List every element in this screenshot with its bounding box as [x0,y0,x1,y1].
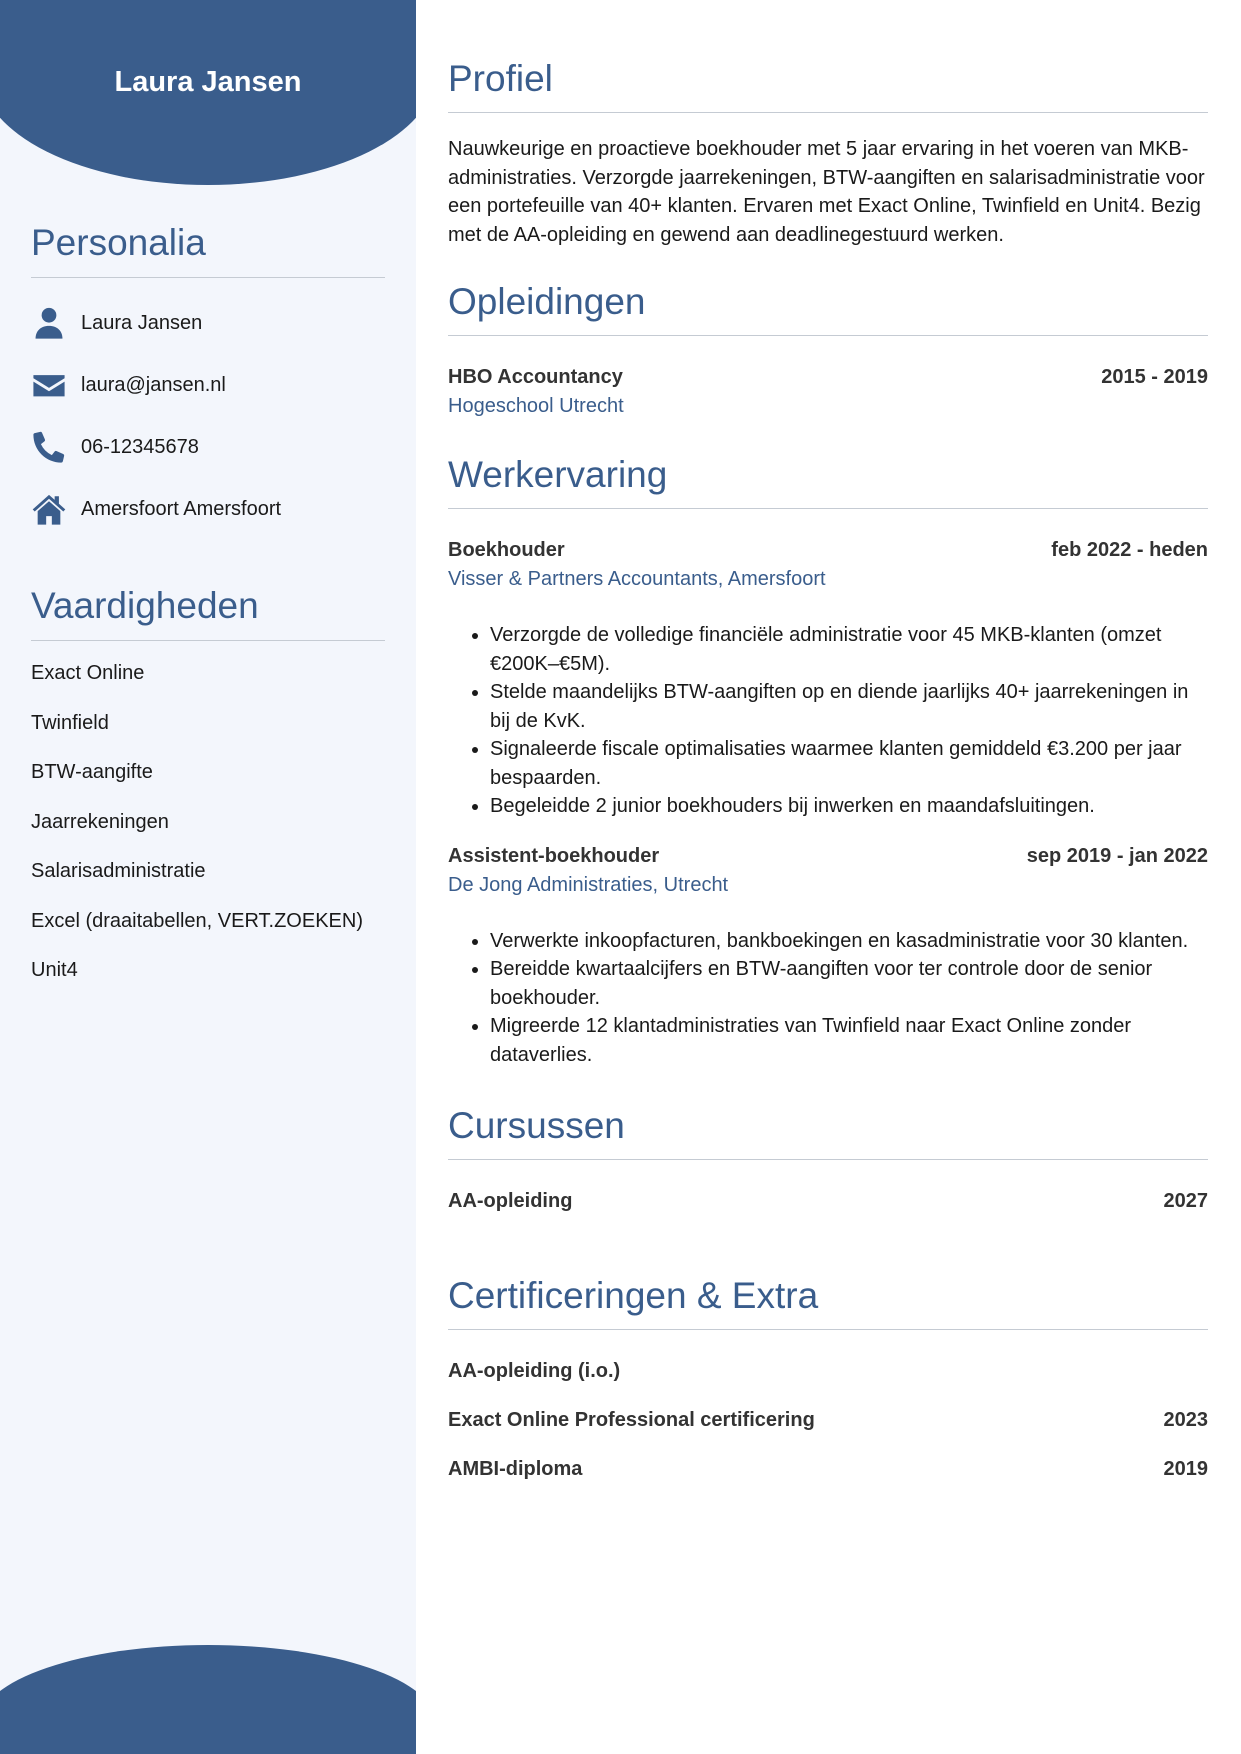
skills-heading: Vaardigheden [31,585,385,641]
course-title: AA-opleiding [448,1190,573,1212]
certification-row [448,1409,1208,1458]
entry-period: sep 2019 - jan 2022 [1026,844,1208,867]
courses-heading: Cursussen [448,1105,1208,1160]
bullet-item: • Signaleerde fiscale optimalisaties waarmee klanten gemiddeld €3.200 per jaar bespaarden. [490,735,1208,792]
entry-header [448,539,1208,562]
courses-section [448,1105,1208,1239]
skill-item: Salarisadministratie [31,860,206,882]
entry-header [448,366,1208,389]
bullet-item: • Migreerde 12 klantadministraties van Twinfield naar Exact Online zonder dataverlies. [490,1012,1208,1069]
experience-entry [448,539,1208,821]
course-row [448,1190,1208,1239]
course-year: 2027 [1163,1190,1208,1212]
phone-icon [31,429,67,465]
skill-list [31,661,385,1008]
profile-text: Nauwkeurige en proactieve boekhouder met 5 jaar ervaring in het voeren van MKB-administraties. Verzorgde jaarrekeningen, BTW-aangiften en salarisadministratie voor een portefeuille van 40+ klanten. Ervaren met Exact Online, Twinfield en Unit4. Bezig met de AA-opleiding en gewend aan deadlinegestuurd werken. [448,138,1205,246]
bullet-item: • Stelde maandelijks BTW-aangiften op en diende jaarlijks 40+ jaarrekeningen in bij de KvK. [490,678,1208,735]
sidebar-footer-shape [0,1645,416,1754]
bullet-item: • Verzorgde de volledige financiële administratie voor 45 MKB-klanten (omzet €200K–€5M). [490,621,1208,678]
contact-name-text: Laura Jansen [81,311,203,334]
experience-section [448,454,1208,1069]
home-icon [31,491,67,527]
entry-period: feb 2022 - heden [1051,539,1208,561]
skill-item: Unit4 [31,959,78,981]
envelope-icon [31,367,67,403]
user-icon [31,305,67,341]
bullet-item: • Verwerkte inkoopfacturen, bankboekingen en kasadministratie voor 30 klanten. [490,927,1208,956]
skill-item: Exact Online [31,662,145,684]
certifications-section [448,1275,1208,1507]
personalia-section [31,222,385,540]
skill-item: Excel (draaitabellen, VERT.ZOEKEN) [31,909,363,932]
personalia-heading: Personalia [31,222,385,278]
sidebar [0,0,416,1754]
contact-phone-text: 06-12345678 [81,435,199,458]
certification-year: 2023 [1163,1409,1208,1431]
skills-section [31,585,385,1008]
contact-address [31,478,385,540]
entry-title: Boekhouder [448,539,565,561]
contact-address-text: Amersfoort Amersfoort [81,497,282,520]
entry-title: HBO Accountancy [448,366,623,388]
education-heading: Opleidingen [448,281,1208,336]
entry-company: Visser & Partners Accountants, Amersfoort [448,568,826,590]
bullet-item: • Begeleidde 2 junior boekhouders bij inwerken en maandafsluitingen. [490,792,1208,821]
entry-bullets [448,621,1208,821]
skill-item: Jaarrekeningen [31,810,169,833]
entry-period: 2015 - 2019 [1101,366,1208,388]
certification-row [448,1458,1208,1507]
contact-phone [31,416,385,478]
bullet-item: • Bereidde kwartaalcijfers en BTW-aangiften voor ter controle door de senior boekhouder. [490,955,1208,1012]
entry-company: De Jong Administraties, Utrecht [448,873,729,896]
contact-name [31,292,385,354]
candidate-name: Laura Jansen [114,66,302,98]
entry-header [448,845,1208,868]
entry-bullets [448,927,1208,1070]
certification-row [448,1360,1208,1409]
experience-heading: Werkervaring [448,454,1208,509]
certifications-heading: Certificeringen & Extra [448,1275,1208,1330]
profile-section [448,58,1208,249]
profile-heading: Profiel [448,58,1208,113]
skill-item: Twinfield [31,711,109,734]
main-content [448,58,1208,1507]
contact-email [31,354,385,416]
certification-title: AMBI-diploma [448,1458,583,1480]
education-section [448,281,1208,418]
certification-title: Exact Online Professional certificering [448,1409,815,1431]
certification-title: AA-opleiding (i.o.) [448,1360,621,1382]
education-entry [448,366,1208,418]
experience-entry [448,845,1208,1070]
entry-school: Hogeschool Utrecht [448,395,624,417]
skill-item: BTW-aangifte [31,761,153,783]
certification-year: 2019 [1163,1458,1208,1480]
entry-title: Assistent-boekhouder [448,844,660,867]
contact-email-text[interactable]: laura@jansen.nl [81,373,226,396]
